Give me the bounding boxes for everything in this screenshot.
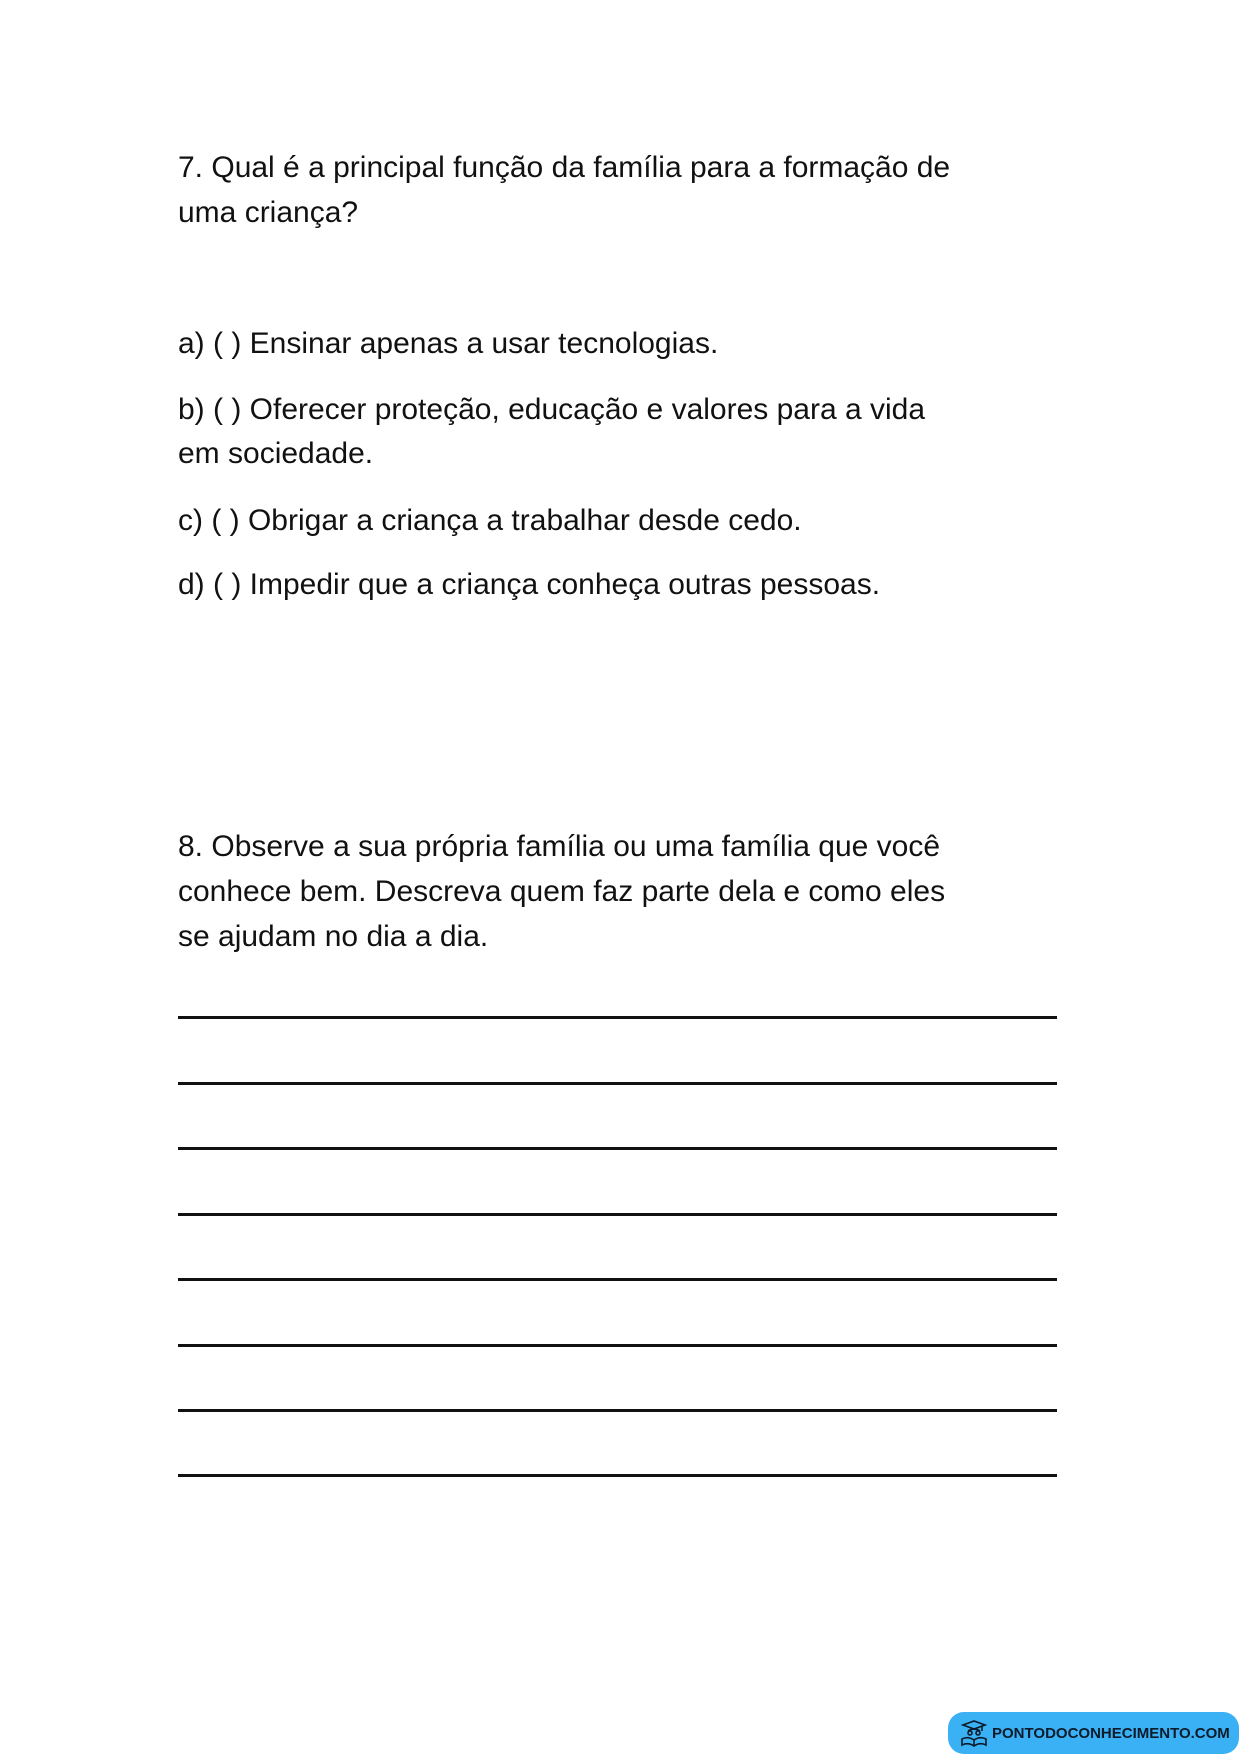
answer-line[interactable] xyxy=(178,1344,1057,1347)
answer-line[interactable] xyxy=(178,1213,1057,1216)
question-7-text-line2: uma criança? xyxy=(178,196,359,229)
question-8-text-line2: conhece bem. Descreva quem faz parte dela e como eles xyxy=(178,875,946,908)
option-a[interactable]: a) ( ) Ensinar apenas a usar tecnologias. xyxy=(178,327,719,360)
answer-line[interactable] xyxy=(178,1147,1057,1150)
question-7-text-line1: 7. Qual é a principal função da família para a formação de xyxy=(178,151,951,184)
question-8-text-line3: se ajudam no dia a dia. xyxy=(178,920,489,953)
answer-line[interactable] xyxy=(178,1474,1057,1477)
answer-line[interactable] xyxy=(178,1016,1057,1019)
option-c[interactable]: c) ( ) Obrigar a criança a trabalhar desde cedo. xyxy=(178,504,802,537)
option-b-line2: em sociedade. xyxy=(178,437,374,470)
question-8-text-line1: 8. Observe a sua própria família ou uma família que você xyxy=(178,830,941,863)
answer-line[interactable] xyxy=(178,1278,1057,1281)
answer-line[interactable] xyxy=(178,1082,1057,1085)
option-b[interactable]: b) ( ) Oferecer proteção, educação e valores para a vida xyxy=(178,393,926,426)
site-logo xyxy=(948,1712,1239,1754)
graduate-reading-book-icon xyxy=(960,1719,988,1747)
answer-line[interactable] xyxy=(178,1409,1057,1412)
logo-text: PONTODOCONHECIMENTO.COM xyxy=(992,1724,1230,1742)
option-d[interactable]: d) ( ) Impedir que a criança conheça outras pessoas. xyxy=(178,568,881,601)
